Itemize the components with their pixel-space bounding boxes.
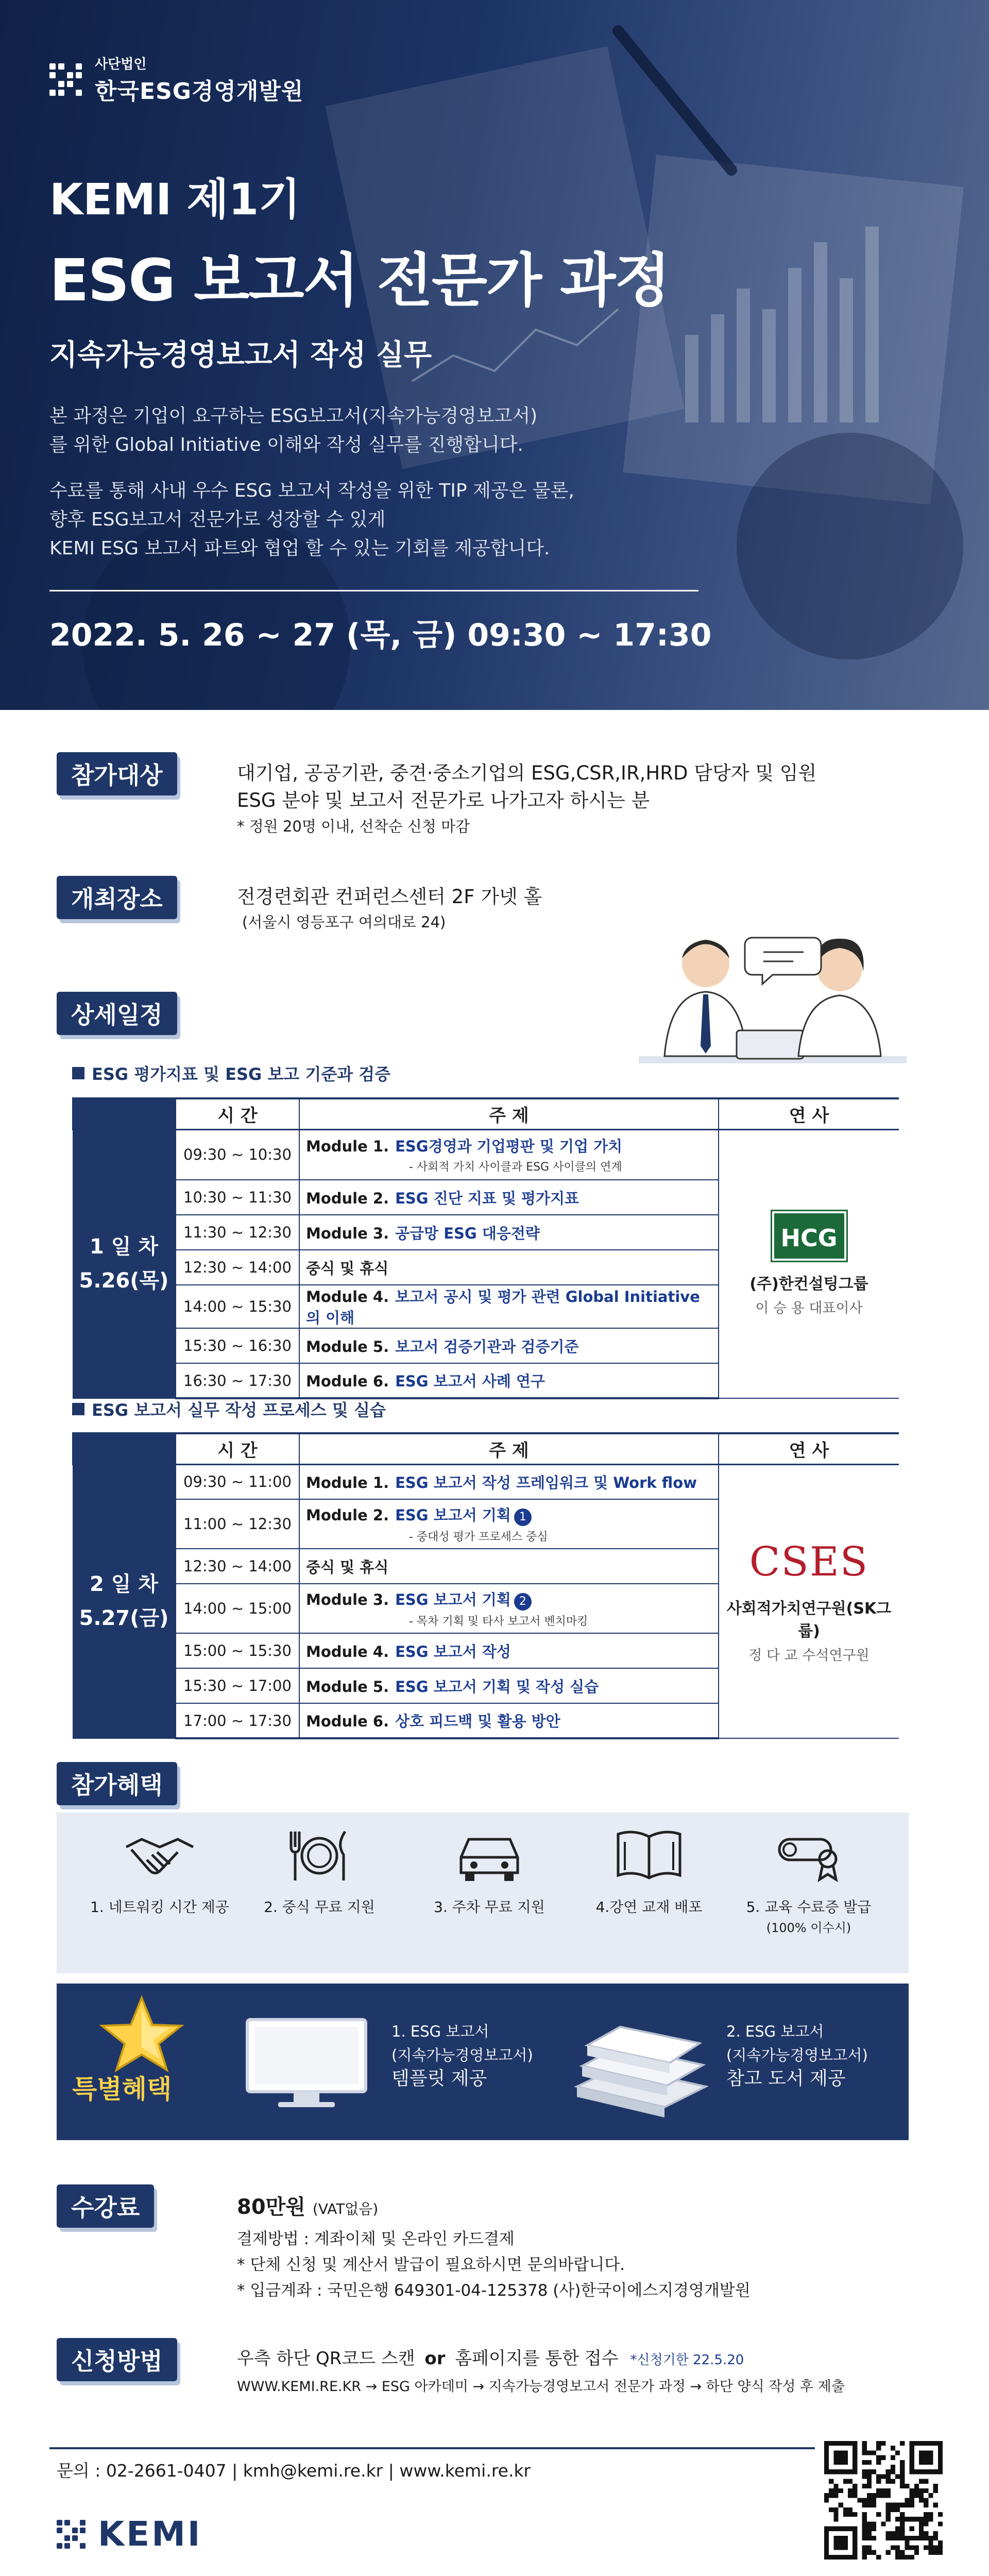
benefit-item: [82, 1824, 237, 1918]
course-title: ESG 보고서 전문가 과정: [49, 247, 670, 314]
session-topic: [299, 1215, 719, 1250]
course-description-2: [49, 477, 574, 563]
benefit-label: 4.강연 교재 배포: [595, 1899, 703, 1916]
day-column-header: [73, 1433, 176, 1464]
day1-label: 1 일 차: [90, 1235, 158, 1259]
special-benefit-line: (지속가능경영보고서): [726, 2046, 868, 2064]
step-number-badge: 2: [514, 1593, 532, 1611]
benefit-label: 3. 주차 무료 지원: [434, 1899, 545, 1916]
footer-divider: [49, 2447, 815, 2449]
module-title: 보고서 검증기관과 검증기준: [395, 1337, 579, 1355]
apply-line-2: WWW.KEMI.RE.KR → ESG 아카데미 → 지속가능경영보고서 전문가 과정 → 하단 양식 작성 후 제출: [237, 2379, 845, 2395]
day2-heading-text: ESG 보고서 실무 작성 프로세스 및 실습: [92, 1400, 386, 1420]
apply-tag: 신청방법: [57, 2338, 177, 2381]
session-time: 11:00 ~ 12:30: [176, 1499, 299, 1549]
apply-line-1: [237, 2344, 744, 2369]
benefit-sublabel: (100% 이수시): [766, 1921, 851, 1935]
session-time: 10:30 ~ 11:30: [176, 1180, 299, 1215]
benefit-item: [242, 1824, 397, 1918]
session-topic: [299, 1464, 719, 1499]
speaker-column-header: 연 사: [719, 1433, 899, 1464]
module-title: ESG 진단 지표 및 평가지표: [395, 1189, 579, 1207]
time-column-header: 시 간: [176, 1433, 299, 1464]
day2-label: 2 일 차: [90, 1572, 158, 1597]
day1-schedule-table: [72, 1097, 899, 1399]
module-number: Module 2.: [306, 1506, 389, 1524]
course-date: 2022. 5. 26 ~ 27 (목, 금) 09:30 ~ 17:30: [49, 617, 712, 653]
fee-amount: [237, 2191, 378, 2220]
special-benefit-line: 템플릿 제공: [391, 2068, 487, 2089]
venue-name: 전경련회관 컨퍼런스센터 2F 가넷 홀: [237, 886, 542, 908]
day2-label-cell: [73, 1464, 176, 1738]
org-logo-mark-icon: [49, 63, 86, 96]
benefit-item: [572, 1824, 726, 1918]
special-benefit-line: 참고 도서 제공: [726, 2068, 846, 2089]
speaker-org: (주)한컨설팅그룹: [749, 1275, 868, 1293]
course-subtitle: 지속가능경영보고서 작성 실무: [49, 338, 432, 372]
special-benefit-1: [391, 2020, 533, 2091]
module-number: Module 1.: [306, 1138, 389, 1156]
day1-heading: [72, 1061, 390, 1085]
session-topic: [299, 1549, 719, 1584]
day2-heading: [72, 1397, 386, 1421]
session-time: 15:30 ~ 16:30: [176, 1328, 299, 1363]
module-note: - 목차 기획 및 타사 보고서 벤치마킹: [409, 1615, 588, 1628]
module-number: Module 4.: [306, 1642, 389, 1660]
desc-line: 를 위한 Global Initiative 이해와 작성 실무를 진행합니다.: [49, 434, 523, 455]
fee-note-2: * 입금계좌 : 국민은행 649301-04-125378 (사)한국이에스지경영개발원: [237, 2281, 751, 2300]
module-number: Module 2.: [306, 1189, 389, 1207]
session-topic: [299, 1363, 719, 1398]
fee-amount-value: 80만원: [237, 2195, 305, 2219]
module-number: Module 3.: [306, 1591, 389, 1608]
monitor-icon: [242, 2014, 371, 2110]
session-topic: [299, 1668, 719, 1703]
session-topic: [299, 1584, 719, 1633]
special-benefits-label: 특별혜택: [72, 2074, 172, 2104]
session-topic: [299, 1703, 719, 1738]
session-time: 14:00 ~ 15:00: [176, 1584, 299, 1633]
org-name: 한국ESG경영개발원: [95, 78, 304, 105]
session-time: 14:00 ~ 15:30: [176, 1285, 299, 1328]
module-title: ESG 보고서 기획: [395, 1591, 511, 1608]
break-label: 중식 및 휴식: [306, 1558, 389, 1576]
day1-heading-text: ESG 평가지표 및 ESG 보고 기준과 검증: [92, 1064, 391, 1084]
speaker-name: 정 다 교 수석연구원: [748, 1647, 869, 1664]
special-benefit-line: 1. ESG 보고서: [391, 2023, 489, 2040]
course-description-1: [49, 402, 537, 460]
square-bullet-icon: [72, 1403, 84, 1415]
consultants-illustration: [628, 927, 917, 1097]
session-topic: [299, 1499, 719, 1549]
certificate-icon: [770, 1824, 847, 1886]
apply-qr-text: 우측 하단 QR코드 스캔: [237, 2348, 415, 2369]
benefit-item: [412, 1824, 567, 1918]
special-benefit-line: 2. ESG 보고서: [726, 2023, 824, 2040]
desc-line: KEMI ESG 보고서 파트와 협업 할 수 있는 기회를 제공합니다.: [49, 538, 550, 559]
module-number: Module 3.: [306, 1224, 389, 1242]
module-number: Module 6.: [306, 1372, 389, 1390]
fee-method: 결제방법 : 계좌이체 및 온라인 카드결제: [237, 2230, 515, 2248]
module-number: Module 6.: [306, 1713, 389, 1730]
cses-logo: CSES: [749, 1538, 869, 1585]
benefits-tag: 참가혜택: [57, 1762, 177, 1805]
course-edition: KEMI 제1기: [49, 174, 301, 225]
module-number: Module 4.: [306, 1288, 389, 1306]
session-topic: [299, 1633, 719, 1668]
session-time: 09:30 ~ 11:00: [176, 1464, 299, 1499]
kemi-logo-mark-icon: [57, 2520, 89, 2549]
target-tag: 참가대상: [57, 752, 177, 795]
venue-address: (서울시 영등포구 여의대로 24): [242, 913, 446, 931]
session-topic: [299, 1250, 719, 1285]
target-line-1: 대기업, 공공기관, 중견·중소기업의 ESG,CSR,IR,HRD 담당자 및 임원: [237, 762, 817, 784]
fee-tag: 수강료: [57, 2184, 154, 2228]
star-icon: [98, 1995, 185, 2072]
module-title: ESG 보고서 기획 및 작성 실습: [395, 1677, 599, 1696]
day1-date: 5.26(목): [79, 1269, 169, 1293]
module-number: Module 5.: [306, 1677, 389, 1696]
break-label: 중식 및 휴식: [306, 1259, 389, 1277]
speaker-org: 사회적가치연구원(SK그룹): [726, 1599, 892, 1640]
session-time: 15:30 ~ 17:00: [176, 1668, 299, 1703]
session-topic: [299, 1180, 719, 1215]
apply-or: or: [424, 2348, 446, 2369]
step-number-badge: 1: [514, 1509, 532, 1526]
books-stack-icon: [567, 2009, 716, 2117]
kemi-logo: [57, 2514, 202, 2554]
hcg-logo: HCG: [772, 1211, 846, 1261]
table-header-row: [73, 1098, 899, 1129]
square-bullet-icon: [72, 1067, 84, 1079]
desc-line: 본 과정은 기업이 요구하는 ESG보고서(지속가능경영보고서): [49, 405, 538, 427]
handshake-icon: [121, 1824, 198, 1886]
schedule-tag: 상세일정: [57, 992, 177, 1035]
hero-banner: [0, 0, 989, 710]
fee-note-1: * 단체 신청 및 계산서 발급이 필요하시면 문의바랍니다.: [237, 2256, 625, 2274]
desc-line: 수료를 통해 사내 우수 ESG 보고서 작성을 위한 TIP 제공은 물론,: [49, 480, 574, 501]
day2-date: 5.27(금): [79, 1606, 169, 1631]
topic-column-header: 주 제: [299, 1433, 719, 1464]
day-column-header: [73, 1098, 176, 1129]
session-topic: [299, 1129, 719, 1180]
kemi-logo-word: KEMI: [98, 2514, 202, 2554]
module-note: - 사회적 가치 사이클과 ESG 사이클의 연계: [409, 1161, 622, 1174]
org-sub-label: 사단법인: [95, 57, 147, 72]
contact-info: 문의 : 02-2661-0407 | kmh@kemi.re.kr | www.kemi.re.kr: [57, 2461, 531, 2481]
org-logo: [49, 54, 303, 106]
session-time: 17:00 ~ 17:30: [176, 1703, 299, 1738]
apply-deadline: *신청기한 22.5.20: [630, 2352, 744, 2368]
table-header-row: [73, 1433, 899, 1464]
session-time: 15:00 ~ 15:30: [176, 1633, 299, 1668]
module-title: ESG 보고서 사례 연구: [395, 1372, 545, 1390]
module-title: ESG 보고서 작성 프레임워크 및 Work flow: [395, 1473, 697, 1492]
topic-column-header: 주 제: [299, 1098, 719, 1129]
desc-line: 향후 ESG보고서 전문가로 성장할 수 있게: [49, 509, 386, 530]
session-topic: [299, 1285, 719, 1328]
module-title: ESG경영과 기업평판 및 기업 가치: [395, 1138, 623, 1156]
session-topic: [299, 1328, 719, 1363]
module-title: ESG 보고서 기획: [395, 1506, 511, 1524]
day2-speaker-cell: [719, 1464, 899, 1738]
session-time: 09:30 ~ 10:30: [176, 1129, 299, 1180]
session-time: 12:30 ~ 14:00: [176, 1250, 299, 1285]
speaker-column-header: 연 사: [719, 1098, 899, 1129]
benefit-label: 1. 네트워킹 시간 제공: [90, 1899, 229, 1916]
session-time: 11:30 ~ 12:30: [176, 1215, 299, 1250]
module-number: Module 1.: [306, 1473, 389, 1492]
meal-icon: [281, 1824, 358, 1886]
day1-label-cell: [73, 1129, 176, 1398]
session-time: 16:30 ~ 17:30: [176, 1363, 299, 1398]
session-time: 12:30 ~ 14:00: [176, 1549, 299, 1584]
module-number: Module 5.: [306, 1337, 389, 1355]
target-line-2: ESG 분야 및 보고서 전문가로 나가고자 하시는 분: [237, 789, 650, 811]
benefit-item: [731, 1824, 886, 1936]
speaker-name: 이 승 용 대표이사: [755, 1300, 863, 1316]
table-row: [73, 1464, 899, 1499]
benefit-label: 2. 중식 무료 지원: [264, 1899, 375, 1916]
table-row: [73, 1129, 899, 1180]
module-title: 보고서 공시 및 평가 관련 Global Initiative의 이해: [306, 1288, 700, 1327]
hero-divider: [49, 590, 698, 591]
venue-tag: 개최장소: [57, 876, 177, 919]
target-note: * 정원 20명 이내, 선착순 신청 마감: [237, 818, 470, 835]
day2-schedule-table: [72, 1432, 899, 1739]
special-benefit-2: [726, 2020, 868, 2091]
time-column-header: 시 간: [176, 1098, 299, 1129]
module-title: ESG 보고서 작성: [395, 1642, 511, 1660]
apply-homepage-text: 홈페이지를 통한 접수: [455, 2348, 619, 2369]
car-icon: [451, 1824, 528, 1886]
module-title: 공급망 ESG 대응전략: [395, 1224, 540, 1242]
qr-code-icon[interactable]: [824, 2441, 943, 2560]
special-benefit-line: (지속가능경영보고서): [391, 2046, 533, 2064]
book-icon: [610, 1824, 688, 1886]
benefit-label: 5. 교육 수료증 발급: [746, 1899, 872, 1916]
fee-vat: (VAT없음): [312, 2200, 379, 2217]
day1-speaker-cell: [719, 1129, 899, 1398]
module-title: 상호 피드백 및 활용 방안: [395, 1713, 560, 1730]
module-note: - 중대성 평가 프로세스 중심: [409, 1531, 548, 1544]
